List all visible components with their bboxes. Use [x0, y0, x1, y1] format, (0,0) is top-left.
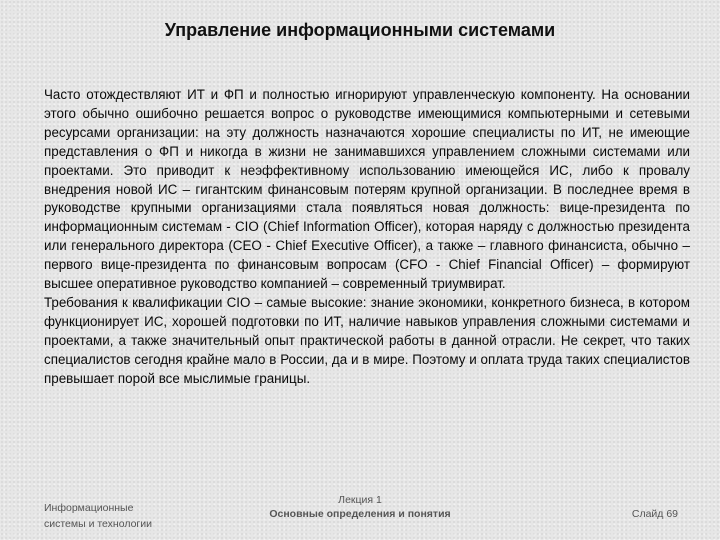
- body-paragraph-1: Часто отождествляют ИТ и ФП и полностью игнорируют управленческую компоненту. На основании этого обычно ошибочно решается вопрос о руководстве имеющимися компьютерными и сетевыми ресурсами организации: на эту должность назначаются хорошие специалисты по ИТ, не имеющие представления о ФП и никогда в жизни не занимавшихся управлением сложными системами или проектами. Это приводит к неэффективному использованию имеющейся ИС, либо к провалу внедрения новой ИС – гигантским финансовым потерям крупной организации. В последнее время в руководстве крупными организациями стала появляться новая должность: вице-президента по информационным системам - CIO (Chief Information Officer), которая наряду с должностью президента или генерального директора (CEO - Chief Executive Officer), а также – главного финансиста, обычно – первого вице-президента по финансовым вопросам (CFO - Chief Financial Officer) – формируют высшее оперативное руководство компанией – современный триумвират.: [44, 87, 690, 292]
- footer-course-line-2: системы и технологии: [44, 518, 152, 530]
- slide-body: [44, 86, 690, 389]
- footer-lecture-number: Лекция 1: [338, 494, 382, 506]
- footer-slide-number: Слайд 69: [631, 508, 678, 520]
- footer-lecture-name: Основные определения и понятия: [269, 508, 451, 520]
- footer-course-name: [44, 500, 204, 532]
- footer-lecture-info: [220, 493, 500, 521]
- footer-course-line-1: Информационные: [44, 502, 134, 514]
- slide-title: Управление информационными системами: [164, 20, 556, 40]
- body-paragraph-2: Требования к квалификации CIO – самые высокие: знание экономики, конкретного бизнеса, в котором функционирует ИС, хорошей подготовки по ИТ, наличие навыков управления сложными системами и проектами, а также значительный опыт практической работы в данной отрасли. Не секрет, что таких специалистов сегодня крайне мало в России, да и в мире. Поэтому и оплата труда таких специалистов превышает порой все мыслимые границы.: [44, 294, 690, 386]
